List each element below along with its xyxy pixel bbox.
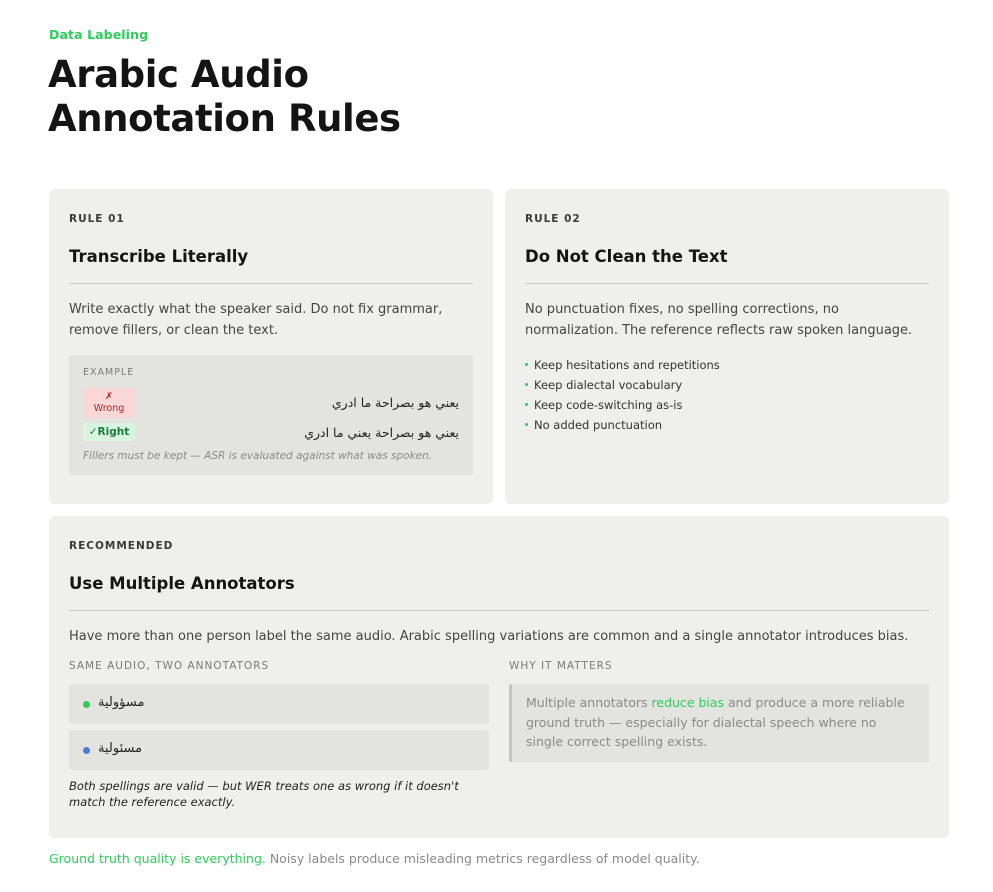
annotation-row	[69, 730, 489, 770]
why-text-start: Multiple annotators	[526, 695, 652, 710]
recommended-card-multiple-annotators	[49, 516, 949, 838]
annotation-row	[69, 684, 489, 724]
recommended-tag: RECOMMENDED	[69, 540, 174, 552]
example-box	[69, 355, 473, 475]
bullet-icon	[525, 423, 528, 426]
rule-title: Do Not Clean the Text	[525, 247, 728, 266]
footer-note	[49, 851, 700, 866]
annotation-text: مسئولية	[98, 741, 143, 756]
divider	[69, 283, 473, 284]
list-item-text: No added punctuation	[534, 418, 663, 432]
why-text-end: and produce a more reliable ground truth — especially for dialectal speech where no single correct spelling exists.	[526, 695, 905, 749]
right-transcription: يعني هو بصراحة يعني ما ادري	[304, 425, 459, 440]
annotation-text: مسؤولية	[98, 695, 145, 710]
divider	[69, 610, 929, 611]
page-title-line2: Annotation Rules	[48, 97, 401, 140]
rule-description: No punctuation fixes, no spelling corrections, no normalization. The reference reflects raw spoken language.	[525, 302, 913, 338]
recommended-title: Use Multiple Annotators	[69, 574, 295, 593]
wrong-transcription: يعني هو بصراحة ما ادري	[331, 395, 459, 410]
bullet-icon	[525, 383, 528, 386]
annotations-note: Both spellings are valid — but WER treats one as wrong if it doesn't match the reference exactly.	[69, 779, 459, 809]
list-item-text: Keep dialectal vocabulary	[534, 378, 683, 392]
list-item	[525, 355, 720, 375]
why-text-highlight: reduce bias	[651, 695, 725, 710]
why-it-matters-quote	[509, 684, 929, 762]
wrong-badge	[83, 388, 135, 418]
list-item-text: Keep hesitations and repetitions	[534, 358, 720, 372]
annotators-column-label: SAME AUDIO, TWO ANNOTATORS	[69, 660, 270, 672]
rule-number: RULE 02	[525, 213, 581, 225]
list-item-text: Keep code-switching as-is	[534, 398, 683, 412]
rule-card-transcribe-literally	[49, 189, 493, 504]
list-item	[525, 415, 720, 435]
why-column-label: WHY IT MATTERS	[509, 660, 613, 672]
bullet-icon	[525, 403, 528, 406]
right-badge: ✓Right	[83, 423, 135, 441]
example-note: Fillers must be kept — ASR is evaluated against what was spoken.	[83, 450, 433, 462]
divider	[525, 283, 929, 284]
footer-highlight: Ground truth quality is everything.	[49, 851, 266, 866]
list-item	[525, 395, 720, 415]
eyebrow-label: Data Labeling	[49, 27, 149, 42]
green-dot-icon	[83, 701, 90, 708]
rule-description: Write exactly what the speaker said. Do not fix grammar, remove fillers, or clean the text.	[69, 302, 443, 338]
page-title-line1: Arabic Audio	[48, 53, 309, 96]
example-label: EXAMPLE	[83, 367, 135, 378]
wrong-badge-label: Wrong	[93, 403, 125, 414]
rule-card-do-not-clean	[505, 189, 949, 504]
rule-bullet-list	[525, 355, 720, 435]
recommended-description: Have more than one person label the same audio. Arabic spelling variations are common and a single annotator introduces bias.	[69, 629, 909, 644]
list-item	[525, 375, 720, 395]
rule-number: RULE 01	[69, 213, 125, 225]
rule-title: Transcribe Literally	[69, 247, 249, 266]
bullet-icon	[525, 363, 528, 366]
footer-text: Noisy labels produce misleading metrics regardless of model quality.	[265, 851, 700, 866]
x-mark-icon: ✗	[105, 391, 113, 402]
page-title	[48, 53, 401, 141]
blue-dot-icon	[83, 747, 90, 754]
